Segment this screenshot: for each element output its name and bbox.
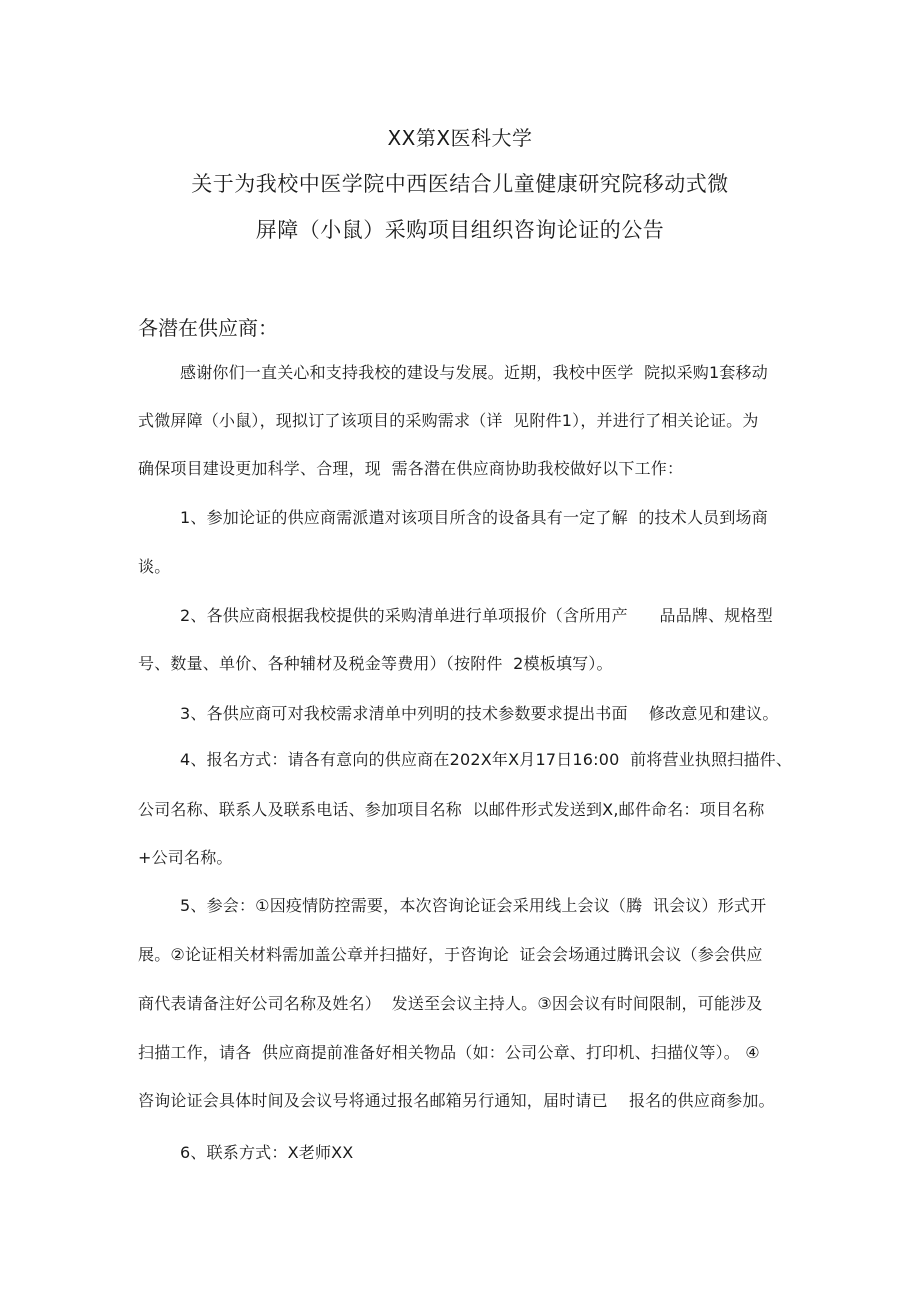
title-line-2: 关于为我校中医学院中西医结合儿童健康研究院移动式微 bbox=[191, 172, 729, 196]
paragraph-6-line-4: 扫描工作，请各 供应商提前准备好相关物品（如：公司公章、打印机、扫描仪等）。 ④ bbox=[138, 1043, 760, 1062]
paragraph-6-line-3: 商代表请备注好公司名称及姓名） 发送至会议主持人。③因会议有时间限制，可能涉及 bbox=[138, 994, 763, 1013]
greeting: 各潜在供应商： bbox=[138, 316, 278, 340]
paragraph-6-line-2: 展。②论证相关材料需加盖公章并扫描好，于咨询论 证会会场通过腾讯会议（参会供应 bbox=[138, 945, 763, 964]
paragraph-6-line-1: 5、参会：①因疫情防控需要，本次咨询论证会采用线上会议（腾 讯会议）形式开 bbox=[180, 896, 767, 915]
title-line-1: XX第X医科大学 bbox=[387, 126, 533, 150]
paragraph-1-line-3: 确保项目建设更加科学、合理，现 需各潜在供应商协助我校做好以下工作： bbox=[138, 459, 684, 478]
paragraph-4-line-1: 3、各供应商可对我校需求清单中列明的技术参数要求提出书面 修改意见和建议。 bbox=[180, 704, 779, 723]
paragraph-3-line-2: 号、数量、单价、各种辅材及税金等费用）（按附件 2模板填写）。 bbox=[138, 654, 613, 673]
paragraph-7-line-1: 6、联系方式：X老师XX bbox=[180, 1143, 354, 1162]
paragraph-5-line-2: 公司名称、联系人及联系电话、参加项目名称 以邮件形式发送到X,邮件命名：项目名称 bbox=[138, 800, 765, 819]
paragraph-2-line-1: 1、参加论证的供应商需派遣对该项目所含的设备具有一定了解 的技术人员到场商 bbox=[180, 508, 768, 527]
paragraph-1-line-1: 感谢你们一直关心和支持我校的建设与发展。近期，我校中医学 院拟采购1套移动 bbox=[180, 363, 768, 382]
paragraph-6-line-5: 咨询论证会具体时间及会议号将通过报名邮箱另行通知，届时请已 报名的供应商参加。 bbox=[138, 1091, 775, 1110]
paragraph-5-line-3: +公司名称。 bbox=[138, 848, 233, 867]
paragraph-2-line-2: 谈。 bbox=[138, 557, 171, 576]
title-line-3: 屏障（小鼠）采购项目组织咨询论证的公告 bbox=[255, 218, 665, 242]
paragraph-5-line-1: 4、报名方式：请各有意向的供应商在202X年X月17日16:00 前将营业执照扫描件、 bbox=[180, 750, 793, 769]
paragraph-3-line-1: 2、各供应商根据我校提供的采购清单进行单项报价（含所用产 品品牌、规格型 bbox=[180, 606, 773, 625]
paragraph-1-line-2: 式微屏障（小鼠），现拟订了该项目的采购需求（详 见附件1），并进行了相关论证。为 bbox=[138, 411, 759, 430]
